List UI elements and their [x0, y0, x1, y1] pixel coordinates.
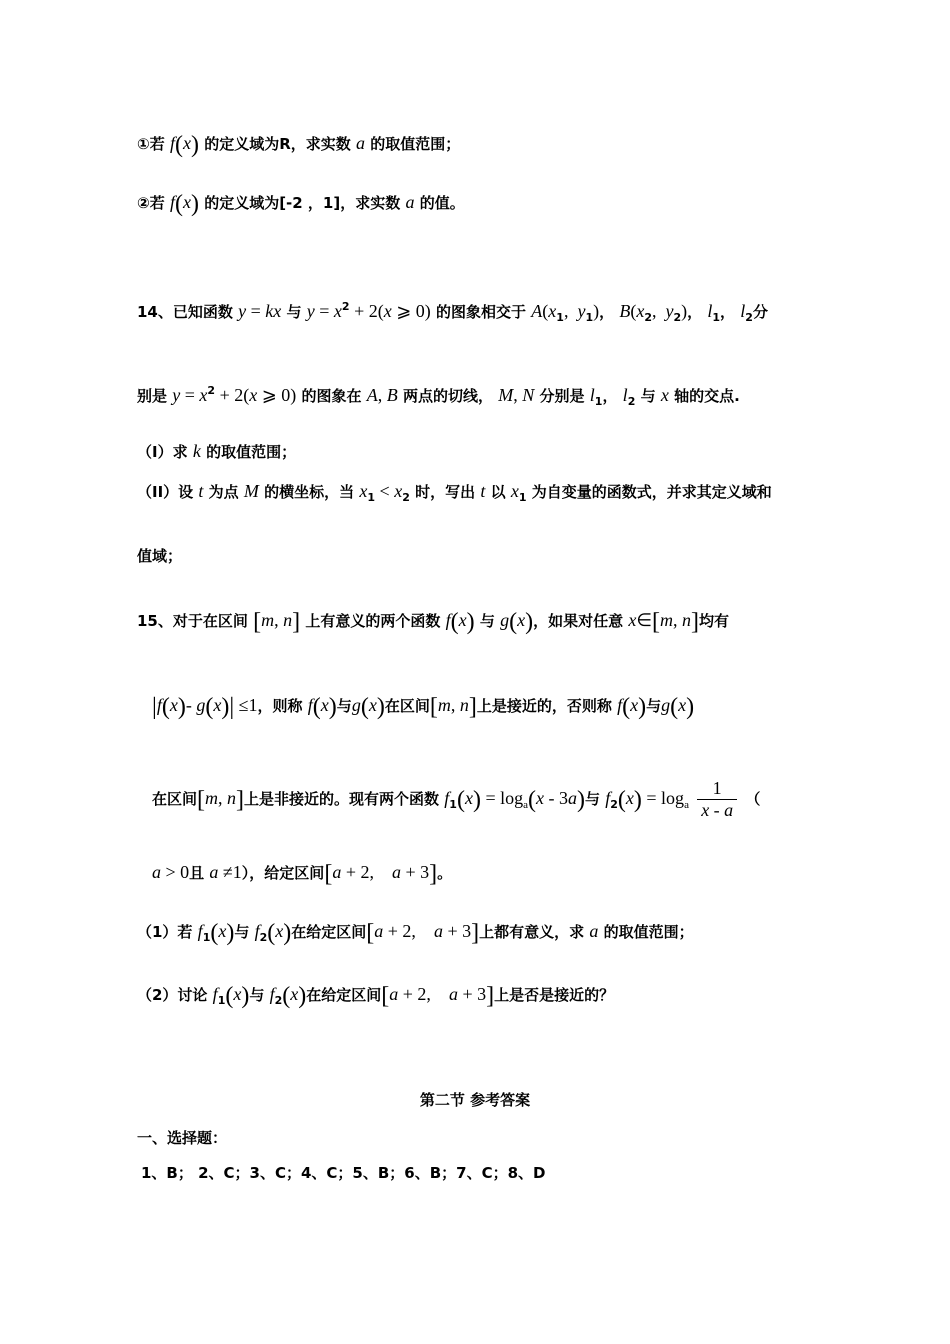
q14-part-1: （I）求 k 的取值范围；: [137, 441, 297, 461]
q15-part-2: （2）讨论 $f_1(x)$与 $f_2(x)$在给定区间[a + 2, a + 3]上是否是接近的？: [137, 983, 615, 1009]
q15-line-3: 在区间[m, n]上是非接近的。现有两个函数 $f_1(x) = \log_a(x - 3a)$与 $f_2(x) = \log_a$ $\frac{1}{x - a}$ （: [152, 778, 761, 820]
q14-part-2: （II）设 t 为点 M 的横坐标，当 $x_1 < x_2$ 时，写出 t 以 $x_1$ 为自变量的函数式，并求其定义域和: [137, 481, 772, 504]
q14-part-2-cont: 值域；: [137, 547, 183, 565]
q15-line-1: 15、对于在区间 [m, n] 上有意义的两个函数 f(x) 与 g(x)，如果对任意 x∈[m, n]均有: [137, 609, 730, 635]
q13-item1-post: 的定义域为R，求实数: [204, 135, 351, 153]
q15-line-2: |f(x)- g(x)| ≤1，则称 f(x)与g(x)在区间[m, n]上是接近的，否则称 f(x)与g(x): [152, 694, 695, 720]
q15-part-1: （1）若 $f_1(x)$与 $f_2(x)$在给定区间[a + 2, a + 3]上都有意义，求 a 的取值范围；: [137, 920, 694, 946]
math-fx: f: [169, 133, 175, 153]
q13-item1-end: 的取值范围；: [370, 135, 461, 153]
q13-item2-post: 的定义域为[-2 ，1]，求实数: [204, 194, 401, 212]
answers-list: 1、B； 2、C；3、C；4、C；5、B；6、B；7、C；8、D: [141, 1164, 546, 1182]
fraction: $\frac{1}{x - a}$: [697, 778, 737, 821]
q15-number: 15、: [137, 612, 173, 630]
q14-number: 14、: [137, 303, 173, 321]
q14-line-2: 别是 $y = x^2 + 2(x$ ⩾ 0) 的图象在 A, B 两点的切线， M, N 分别是 $l_1$， $l_2$ 与 x 轴的交点.: [137, 384, 740, 408]
q15-line-4: a > 0且 a ≠1），给定区间[a + 2, a + 3]。: [152, 861, 453, 887]
q13-item-2: ②若 f(x) 的定义域为[-2 ，1]，求实数 a 的值。: [137, 191, 465, 217]
section-title: 第二节 参考答案: [419, 1091, 531, 1109]
math-a: a: [355, 133, 365, 153]
q13-item1-pre: ①若: [137, 135, 165, 153]
answers-heading: 一、选择题：: [137, 1129, 228, 1147]
q13-item2-end: 的值。: [419, 194, 465, 212]
q13-item2-pre: ②若: [137, 194, 165, 212]
q14-line-1: 14、已知函数 y = kx 与 $y = x^2 + 2(x$ ⩾ 0) 的图象相交于 $A(x_1$, $y_1$)， $B(x_2$, $y_2$)， $l_1$， $l_2$分: [137, 300, 768, 324]
q13-item-1: ①若 f(x) 的定义域为R，求实数 a 的取值范围；: [137, 132, 461, 158]
